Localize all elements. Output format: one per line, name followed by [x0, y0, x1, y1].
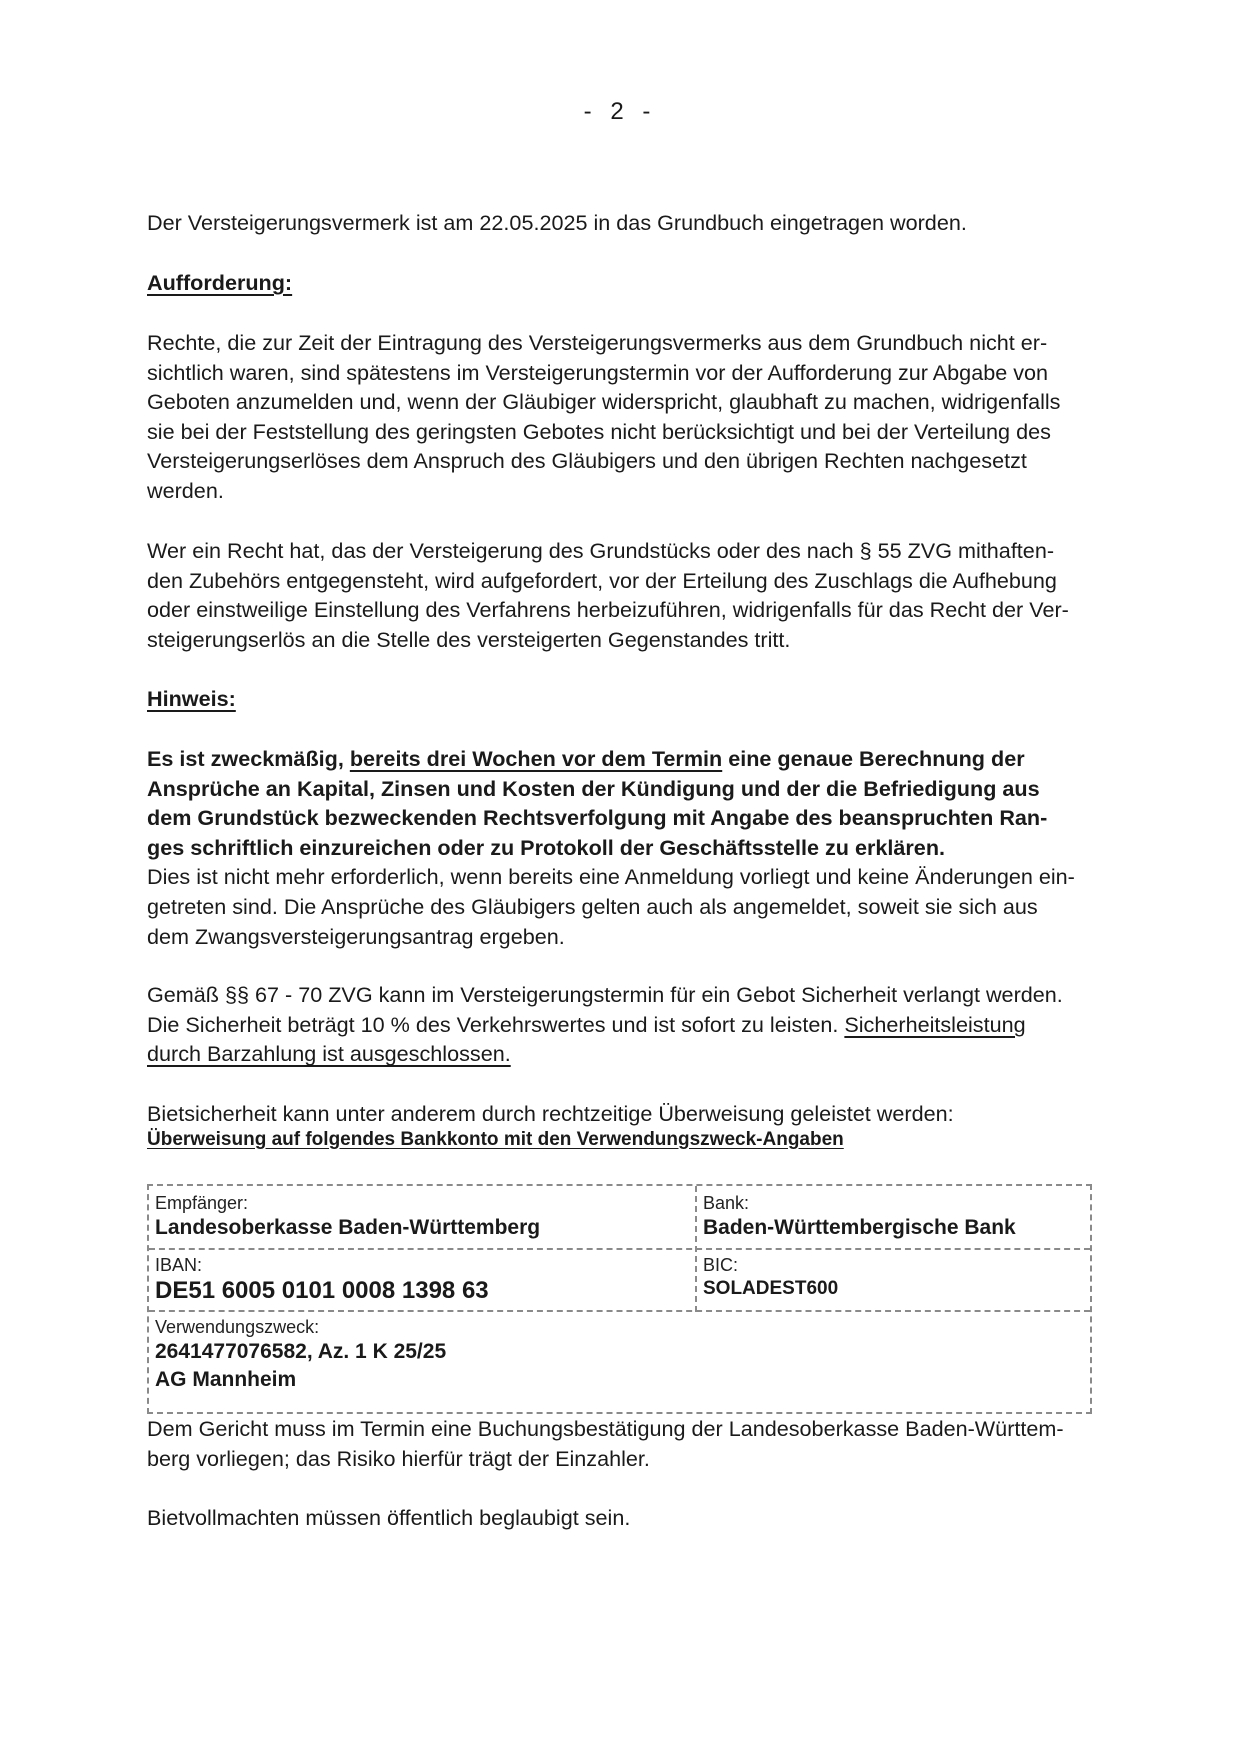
page-number: - 2 - [583, 98, 657, 125]
text-line: oder einstweilige Einstellung des Verfahrens herbeizuführen, widrigenfalls für das Recht der Ver- [147, 597, 1069, 623]
text-line: Wer ein Recht hat, das der Versteigerung des Grundstücks oder des nach § 55 ZVG mithaften- [147, 538, 1055, 563]
hinweis-heading: Hinweis: [147, 686, 236, 711]
bic-cell [703, 1254, 838, 1302]
text-line: sie bei der Feststellung des geringsten Gebotes nicht berücksichtigt und bei der Verteilung des [147, 418, 1051, 444]
divider [149, 1248, 1090, 1250]
wer-paragraph [147, 536, 1137, 654]
purpose-value: AG Mannheim [155, 1368, 297, 1391]
rechte-paragraph [147, 328, 1137, 506]
bic-value: SOLADEST600 [703, 1278, 839, 1299]
text-fragment: Die Sicherheit beträgt 10 % des Verkehrswertes und ist sofort zu leisten. [147, 1011, 845, 1037]
purpose-label: Verwendungszweck: [155, 1317, 320, 1337]
text-line: Dem Gericht muss im Termin eine Buchungsbestätigung der Landesoberkasse Baden-Württem- [147, 1416, 1064, 1441]
recipient-cell [155, 1192, 540, 1242]
text-line: getreten sind. Die Ansprüche des Gläubigers gelten auch als angemeldet, soweit sie sich aus [147, 893, 1038, 919]
hinweis-paragraph [147, 744, 1137, 951]
bank-cell [703, 1192, 1016, 1242]
text-line: Geboten anzumelden und, wenn der Gläubiger widerspricht, glaubhaft zu machen, widrigenfalls [147, 389, 1061, 415]
bank-value: Baden-Württembergische Bank [703, 1216, 1016, 1239]
iban-label: IBAN: [155, 1255, 203, 1275]
text-line: durch Barzahlung ist ausgeschlossen. [147, 1041, 511, 1067]
bietsicherheit-paragraph [147, 1099, 1137, 1154]
text-line: Rechte, die zur Zeit der Eintragung des Versteigerungsvermerks aus dem Grundbuch nicht er- [147, 330, 1048, 355]
underlined-fragment: Sicherheitsleistung [844, 1011, 1026, 1037]
divider [149, 1310, 1090, 1312]
underlined-fragment: bereits drei Wochen vor dem Termin [349, 746, 723, 771]
bank-label: Bank: [703, 1193, 750, 1213]
text-line: werden. [147, 477, 224, 503]
text-line: steigerungserlös an die Stelle des versteigerten Gegenstandes tritt. [147, 626, 791, 652]
gericht-paragraph [147, 1414, 1137, 1473]
text-line [147, 1010, 1137, 1040]
transfer-heading: Überweisung auf folgendes Bankkonto mit den Verwendungszweck-Angaben [147, 1128, 844, 1150]
text-line: berg vorliegen; das Risiko hierfür trägt der Einzahler. [147, 1445, 650, 1471]
text-line: Gemäß §§ 67 - 70 ZVG kann im Versteigerungstermin für ein Gebot Sicherheit verlangt werden. [147, 982, 1063, 1007]
text-line: Dies ist nicht mehr erforderlich, wenn bereits eine Anmeldung vorliegt und keine Änderungen ein- [147, 864, 1075, 890]
sicherheit-paragraph [147, 980, 1137, 1069]
iban-cell [155, 1254, 489, 1306]
text-fragment: eine genaue Berechnung der [722, 746, 1025, 771]
text-line: dem Grundstück bezweckenden Rechtsverfolgung mit Angabe des beanspruchten Ran- [147, 805, 1048, 831]
text-line: Ansprüche an Kapital, Zinsen und Kosten der Kündigung und der die Befriedigung aus [147, 775, 1040, 801]
aufforderung-heading: Aufforderung: [147, 270, 293, 295]
purpose-cell [155, 1316, 446, 1394]
text-line: den Zubehörs entgegensteht, wird aufgefordert, vor der Erteilung des Zuschlags die Aufhebung [147, 567, 1057, 593]
bic-label: BIC: [703, 1255, 739, 1275]
bank-details-box [147, 1184, 1092, 1414]
text-line: sichtlich waren, sind spätestens im Versteigerungstermin vor der Aufforderung zur Abgabe von [147, 359, 1049, 385]
iban-value: DE51 6005 0101 0008 1398 63 [155, 1277, 489, 1304]
text-line: ges schriftlich einzureichen oder zu Protokoll der Geschäftsstelle zu erklären. [147, 834, 946, 860]
text-fragment: Es ist zweckmäßig, [147, 746, 350, 771]
purpose-value: 2641477076582, Az. 1 K 25/25 [155, 1340, 447, 1363]
text-line: Versteigerungserlöses dem Anspruch des Gläubigers und den übrigen Rechten nachgesetzt [147, 448, 1027, 474]
intro-paragraph: Der Versteigerungsvermerk ist am 22.05.2025 in das Grundbuch eingetragen worden. [147, 210, 967, 235]
divider [695, 1186, 697, 1312]
bietvollmachten-paragraph: Bietvollmachten müssen öffentlich beglaubigt sein. [147, 1505, 631, 1530]
text-line: dem Zwangsversteigerungsantrag ergeben. [147, 923, 565, 949]
text-line: Bietsicherheit kann unter anderem durch rechtzeitige Überweisung geleistet werden: [147, 1101, 954, 1126]
recipient-label: Empfänger: [155, 1193, 249, 1213]
text-line [147, 744, 1137, 774]
recipient-value: Landesoberkasse Baden-Württemberg [155, 1216, 541, 1239]
